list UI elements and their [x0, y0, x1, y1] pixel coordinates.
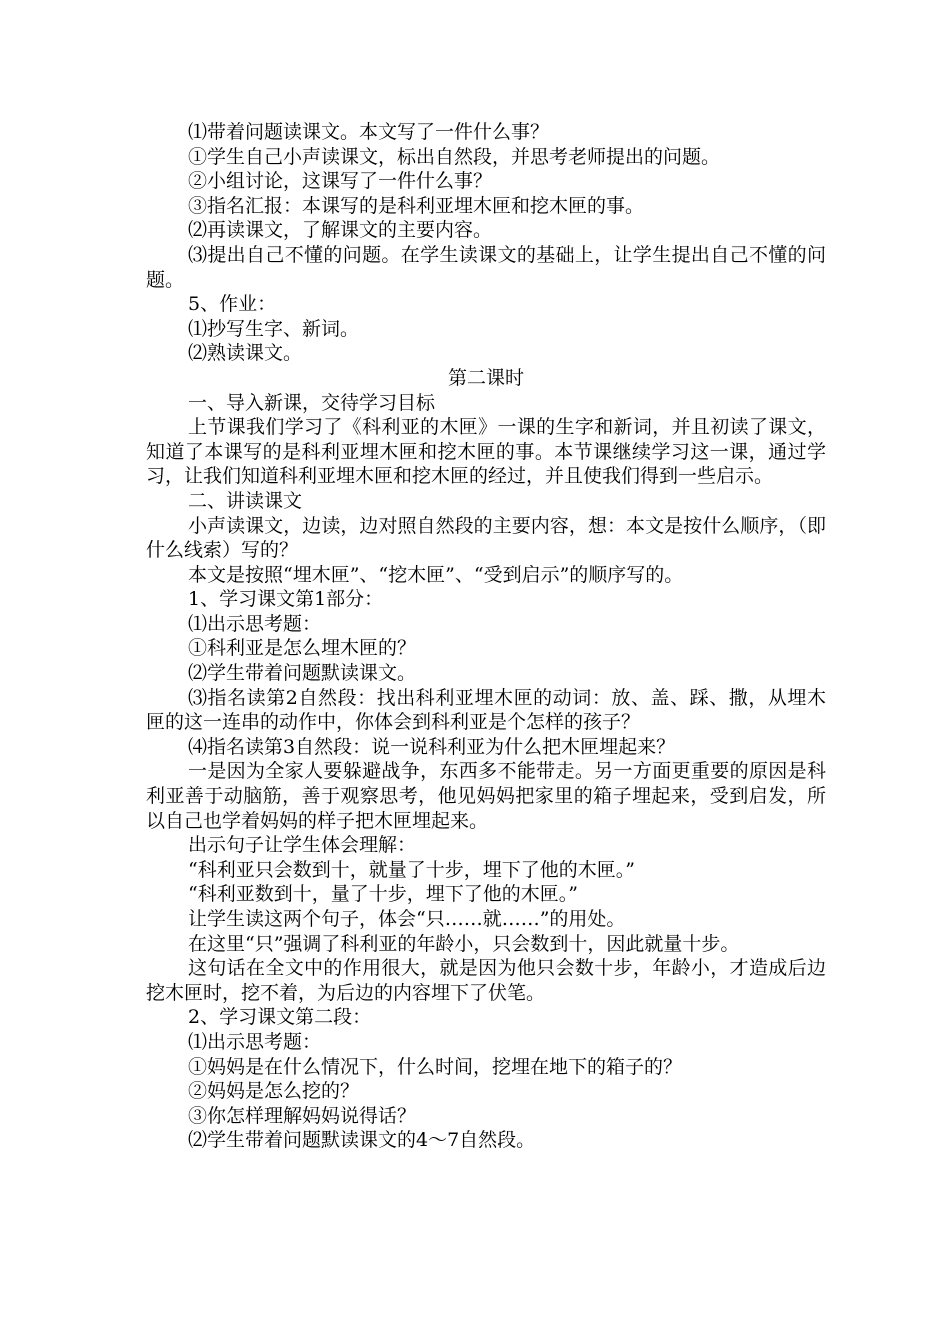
text-line: ②小组讨论，这课写了一件什么事？ — [188, 170, 493, 193]
text-line: ⑴带着问题读课文。本文写了一件什么事？ — [188, 121, 550, 143]
text-line: ⑵学生带着问题默读课文。 — [188, 662, 417, 685]
text-line: ②妈妈是怎么挖的？ — [188, 1080, 360, 1103]
text-line: 5、作业： — [188, 293, 277, 316]
text-line: ①科利亚是怎么埋木匣的？ — [188, 637, 417, 660]
text-line: ⑴抄写生字、新词。 — [188, 317, 360, 340]
text-paragraph: ⑶提出自己不懂的问题。在学生读课文的基础上，让学生提出自己不懂的问题。 — [146, 243, 826, 291]
text-line: 出示句子让学生体会理解： — [188, 834, 417, 857]
text-paragraph: 上节课我们学习了《科利亚的木匣》一课的生字和新词，并且初读了课文，知道了本课写的是科利亚埋木匣和挖木匣的事。本节课继续学习这一课，通过学习，让我们知道科利亚埋木匣和挖木匣的经过，并且使我们得到一些启示。 — [146, 416, 826, 488]
text-line: 让学生读这两个句子，体会“只……就……”的用处。 — [188, 908, 626, 930]
text-line: ③指名汇报：本课写的是科利亚埋木匣和挖木匣的事。 — [188, 194, 645, 217]
text-line: ⑴出示思考题： — [188, 612, 322, 635]
text-line: 本文是按照“埋木匣”、“挖木匣”、“受到启示”的顺序写的。 — [188, 563, 684, 586]
text-line: “科利亚数到十，量了十步，埋下了他的木匣。” — [188, 883, 578, 906]
text-line: ⑵熟读课文。 — [188, 342, 303, 365]
section-heading: 第二课时 — [447, 366, 524, 389]
text-paragraph: 一是因为全家人要躲避战争，东西多不能带走。另一方面更重要的原因是科利亚善于动脑筋，善于观察思考，他见妈妈把家里的箱子埋起来，受到启发，所以自己也学着妈妈的样子把木匣埋起来。 — [146, 760, 826, 832]
text-line: ①学生自己小声读课文，标出自然段，并思考老师提出的问题。 — [188, 145, 721, 168]
text-paragraph: ⑶指名读第2自然段：找出科利亚埋木匣的动词：放、盖、踩、撒，从埋木匣的这一连串的动作中，你体会到科利亚是个怎样的孩子？ — [146, 686, 826, 734]
text-line: ⑵学生带着问题默读课文的4～7自然段。 — [188, 1129, 536, 1152]
text-line: ⑵再读课文，了解课文的主要内容。 — [188, 219, 493, 242]
text-line: 1、学习课文第1部分： — [188, 588, 384, 611]
text-line: 一、导入新课，交待学习目标 — [188, 391, 436, 414]
text-line: ⑴出示思考题： — [188, 1030, 322, 1053]
text-line: ③你怎样理解妈妈说得话？ — [188, 1104, 417, 1127]
document-page — [146, 120, 826, 1153]
text-paragraph: 在这里“只”强调了科利亚的年龄小，只会数到十，因此就量十步。 — [188, 932, 740, 955]
text-paragraph: 小声读课文，边读，边对照自然段的主要内容，想：本文是按什么顺序，（即什么线索）写的？ — [146, 514, 826, 562]
text-line: “科利亚只会数到十，就量了十步，埋下了他的木匣。” — [188, 858, 635, 881]
text-line: 二、讲读课文 — [188, 489, 303, 512]
text-paragraph: 这句话在全文中的作用很大，就是因为他只会数十步，年龄小，才造成后边挖木匣时，挖不着，为后边的内容埋下了伏笔。 — [146, 957, 826, 1004]
text-line: ⑷指名读第3自然段：说一说科利亚为什么把木匣埋起来？ — [188, 735, 676, 758]
text-line: 2、学习课文第二段： — [188, 1006, 372, 1029]
text-line: ①妈妈是在什么情况下，什么时间，挖埋在地下的箱子的？ — [188, 1055, 683, 1078]
